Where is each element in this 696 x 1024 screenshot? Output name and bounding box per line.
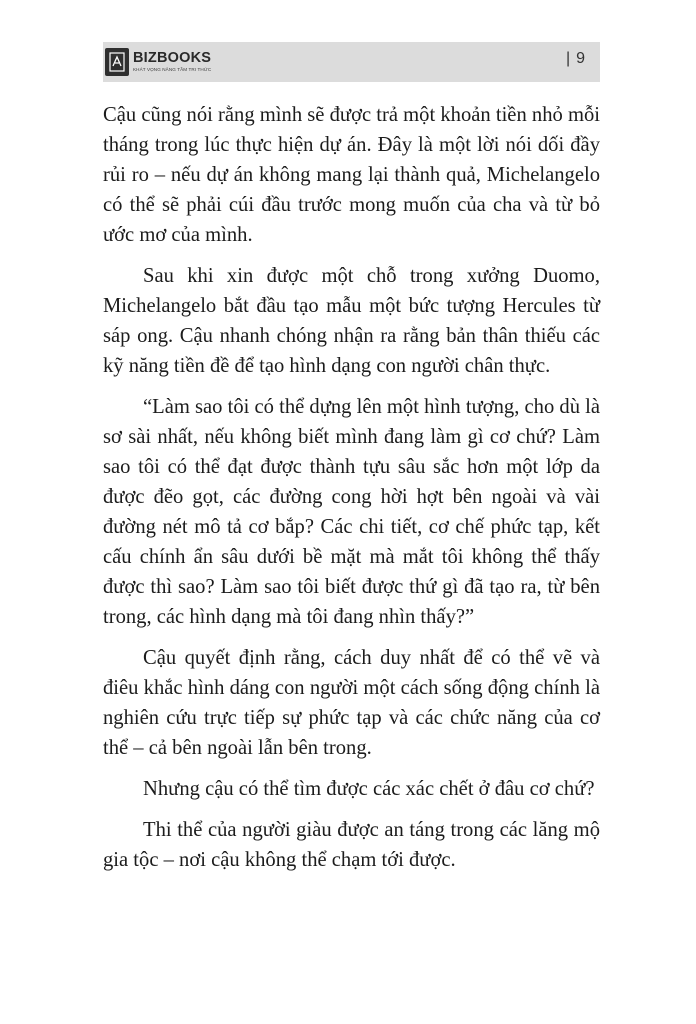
page-separator: | — [566, 50, 571, 67]
bizbooks-logo-icon — [105, 48, 129, 76]
paragraph: Sau khi xin được một chỗ trong xưởng Duomo, Michelangelo bắt đầu tạo mẫu một bức tượng Hercules từ sáp ong. Cậu nhanh chóng nhận ra rằng bản thân thiếu các kỹ năng tiền đề để tạo hình dạng con người chân thực. — [103, 265, 600, 377]
paragraph: “Làm sao tôi có thể dựng lên một hình tượng, cho dù là sơ sài nhất, nếu không biết mình đang làm gì cơ chứ? Làm sao tôi có thể đạt được thành tựu sâu sắc hơn một lớp da được đẽo gọt, các đường cong hời hợt bên ngoài và vài đường nét mô tả cơ bắp? Các chi tiết, cơ chế phức tạp, kết cấu chính ẩn sâu dưới bề mặt mà mắt tôi không thể thấy được thì sao? Làm sao tôi biết được thứ gì đã tạo ra, từ bên trong, các hình dạng mà tôi đang nhìn thấy?” — [103, 396, 601, 628]
page-number-block — [566, 50, 585, 68]
page-number: 9 — [576, 50, 586, 67]
paragraph: Nhưng cậu có thể tìm được các xác chết ở đâu cơ chứ? — [143, 778, 595, 800]
paragraph: Cậu quyết định rằng, cách duy nhất để có thể vẽ và điêu khắc hình dáng con người một cách sống động chính là nghiên cứu trực tiếp sự phức tạp và các chức năng của cơ thể – cả bên ngoài lẫn bên trong. — [103, 647, 600, 759]
logo-name: BIZBOOKS — [133, 50, 212, 67]
paragraph: Thi thể của người giàu được an táng trong các lăng mộ gia tộc – nơi cậu không thể chạm tới được. — [103, 819, 600, 871]
paragraph: Cậu cũng nói rằng mình sẽ được trả một khoản tiền nhỏ mỗi tháng trong lúc thực hiện dự án. Đây là một lời nói dối đầy rủi ro – nếu dự án không mang lại thành quả, Michelangelo có thể sẽ phải cúi đầu trước mong muốn của cha và từ bỏ ước mơ của mình. — [103, 104, 600, 246]
page-body — [103, 100, 600, 886]
publisher-logo — [105, 44, 211, 80]
logo-tagline: KHÁT VỌNG NÂNG TẦM TRI THỨC — [133, 66, 212, 72]
